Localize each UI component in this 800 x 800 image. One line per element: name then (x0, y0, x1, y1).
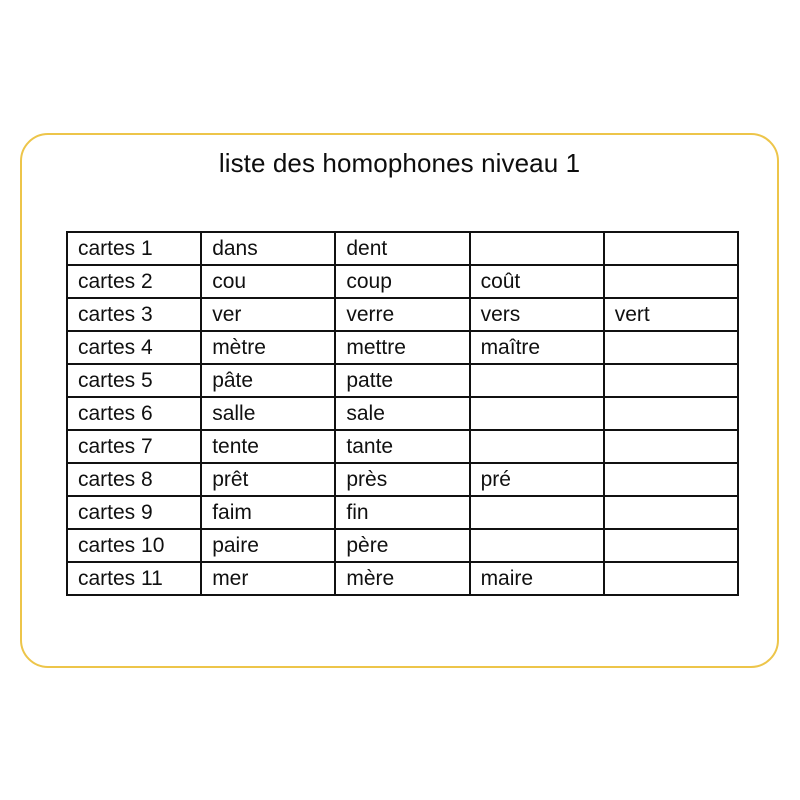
card-set-label: cartes 10 (67, 529, 201, 562)
homophone-cell-empty (470, 397, 604, 430)
homophone-cell-empty (604, 265, 738, 298)
table-row (67, 496, 738, 529)
table-row (67, 364, 738, 397)
homophone-cell-empty (604, 397, 738, 430)
homophone-cell: sale (335, 397, 469, 430)
table-row (67, 430, 738, 463)
homophones-table (66, 231, 739, 596)
table-row (67, 463, 738, 496)
card-set-label: cartes 11 (67, 562, 201, 595)
homophone-cell: vers (470, 298, 604, 331)
homophone-cell-empty (470, 364, 604, 397)
homophone-cell-empty (604, 232, 738, 265)
homophone-cell-empty (470, 232, 604, 265)
homophone-cell-empty (604, 364, 738, 397)
homophone-cell: maire (470, 562, 604, 595)
homophone-cell: pré (470, 463, 604, 496)
homophone-cell: dans (201, 232, 335, 265)
worksheet-card (20, 133, 779, 668)
homophone-cell: faim (201, 496, 335, 529)
homophone-cell-empty (470, 496, 604, 529)
homophone-cell: mère (335, 562, 469, 595)
homophone-cell: pâte (201, 364, 335, 397)
homophone-cell: mettre (335, 331, 469, 364)
homophone-cell: dent (335, 232, 469, 265)
table-row (67, 331, 738, 364)
homophone-cell-empty (604, 496, 738, 529)
homophone-cell: coup (335, 265, 469, 298)
table-row (67, 298, 738, 331)
homophone-cell: patte (335, 364, 469, 397)
card-set-label: cartes 2 (67, 265, 201, 298)
homophone-cell: tente (201, 430, 335, 463)
homophone-cell: salle (201, 397, 335, 430)
card-set-label: cartes 6 (67, 397, 201, 430)
homophone-cell: prêt (201, 463, 335, 496)
homophone-cell-empty (604, 331, 738, 364)
homophone-cell: fin (335, 496, 469, 529)
homophone-cell: père (335, 529, 469, 562)
card-set-label: cartes 1 (67, 232, 201, 265)
table-row (67, 562, 738, 595)
homophone-cell: coût (470, 265, 604, 298)
homophone-cell: paire (201, 529, 335, 562)
card-set-label: cartes 3 (67, 298, 201, 331)
homophones-table-body (67, 232, 738, 595)
page-title: liste des homophones niveau 1 (218, 148, 581, 178)
homophone-cell-empty (604, 562, 738, 595)
card-set-label: cartes 4 (67, 331, 201, 364)
homophone-cell: vert (604, 298, 738, 331)
card-set-label: cartes 8 (67, 463, 201, 496)
table-row (67, 232, 738, 265)
homophone-cell-empty (470, 430, 604, 463)
table-row (67, 265, 738, 298)
table-row (67, 529, 738, 562)
homophones-table-container (66, 231, 737, 596)
homophone-cell-empty (470, 529, 604, 562)
homophone-cell: verre (335, 298, 469, 331)
homophone-cell: tante (335, 430, 469, 463)
table-row (67, 397, 738, 430)
homophone-cell: ver (201, 298, 335, 331)
homophone-cell: près (335, 463, 469, 496)
homophone-cell-empty (604, 463, 738, 496)
card-set-label: cartes 5 (67, 364, 201, 397)
card-set-label: cartes 9 (67, 496, 201, 529)
homophone-cell-empty (604, 529, 738, 562)
homophone-cell: cou (201, 265, 335, 298)
homophone-cell: mer (201, 562, 335, 595)
card-set-label: cartes 7 (67, 430, 201, 463)
homophone-cell-empty (604, 430, 738, 463)
homophone-cell: mètre (201, 331, 335, 364)
homophone-cell: maître (470, 331, 604, 364)
